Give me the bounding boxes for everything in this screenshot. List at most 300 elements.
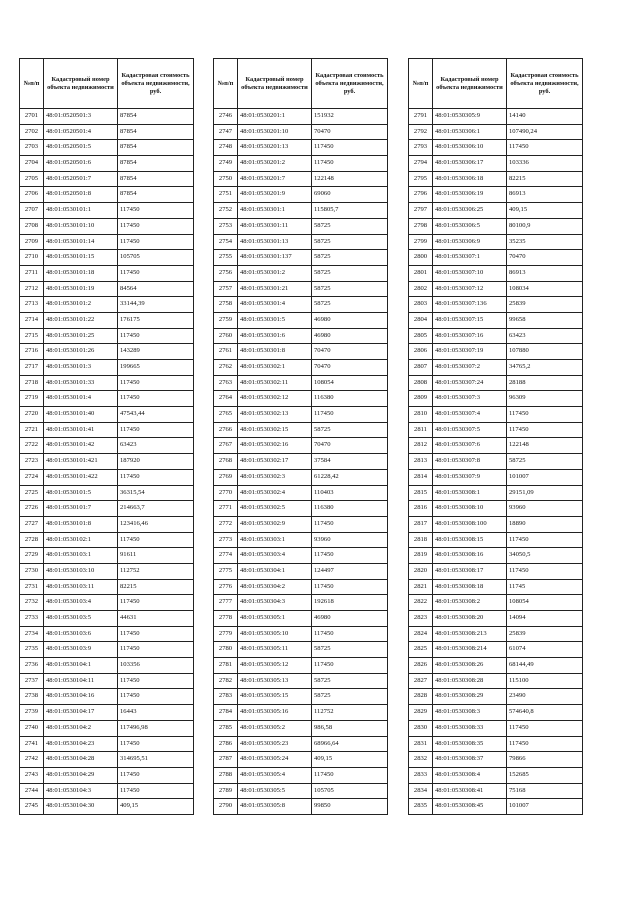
row-number: 2705 [20,171,44,187]
row-number: 2749 [214,156,238,172]
cadastral-cost: 107880 [507,344,583,360]
cadastral-number: 48:01:0530308:18 [433,579,507,595]
cadastral-cost: 63423 [118,438,194,454]
cadastral-number: 48:01:0530301:6 [238,328,312,344]
row-number: 2707 [20,203,44,219]
cadastral-cost: 16443 [118,705,194,721]
row-number: 2777 [214,595,238,611]
row-number: 2757 [214,281,238,297]
cadastral-number: 48:01:0530308:214 [433,642,507,658]
cadastral-number: 48:01:0530302:15 [238,422,312,438]
cadastral-cost: 105705 [118,250,194,266]
table-row [20,642,194,658]
cadastral-number: 48:01:0530308:2 [433,595,507,611]
row-number: 2758 [214,297,238,313]
row-number: 2738 [20,689,44,705]
cadastral-number: 48:01:0530104:23 [44,736,118,752]
table-row [409,642,583,658]
row-number: 2706 [20,187,44,203]
cadastral-cost: 99658 [507,312,583,328]
cadastral-number: 48:01:0530306:10 [433,140,507,156]
cadastral-cost: 70470 [312,438,388,454]
cadastral-cost: 103356 [118,658,194,674]
table-row [20,626,194,642]
row-number: 2702 [20,124,44,140]
table-row [409,281,583,297]
row-number: 2745 [20,799,44,815]
cadastral-number: 48:01:0530308:35 [433,736,507,752]
table-row [214,799,388,815]
row-number: 2728 [20,532,44,548]
cadastral-cost: 29151,09 [507,485,583,501]
cadastral-number: 48:01:0530307:10 [433,265,507,281]
header-cadastral-cost: Кадастровая стоимость объекта недвижимости, руб. [312,59,388,109]
cadastral-cost: 46980 [312,611,388,627]
cadastral-cost: 115100 [507,673,583,689]
cadastral-cost: 115805,7 [312,203,388,219]
table-row [20,265,194,281]
table-row [214,218,388,234]
cadastral-number: 48:01:0530302:13 [238,407,312,423]
cadastral-cost: 58725 [312,265,388,281]
cadastral-number: 48:01:0530307:15 [433,312,507,328]
table-row [20,156,194,172]
cadastral-number: 48:01:0530307:4 [433,407,507,423]
table-row [20,454,194,470]
row-number: 2783 [214,689,238,705]
row-number: 2815 [409,485,433,501]
row-number: 2789 [214,783,238,799]
row-number: 2826 [409,658,433,674]
cadastral-number: 48:01:0530308:45 [433,799,507,815]
cadastral-cost: 117450 [118,595,194,611]
row-number: 2820 [409,563,433,579]
row-number: 2830 [409,720,433,736]
cadastral-cost: 91611 [118,548,194,564]
row-number: 2808 [409,375,433,391]
row-number: 2760 [214,328,238,344]
row-number: 2776 [214,579,238,595]
cadastral-number: 48:01:0530308:26 [433,658,507,674]
cadastral-cost: 47543,44 [118,407,194,423]
cadastral-number: 48:01:0530305:15 [238,689,312,705]
table-row [409,658,583,674]
table-row [20,595,194,611]
row-number: 2764 [214,391,238,407]
cadastral-cost: 409,15 [312,752,388,768]
cadastral-number: 48:01:0530101:4 [44,391,118,407]
cadastral-cost: 117450 [118,234,194,250]
row-number: 2763 [214,375,238,391]
row-number: 2802 [409,281,433,297]
cadastral-cost: 108054 [507,595,583,611]
cadastral-number: 48:01:0530302:1 [238,360,312,376]
row-number: 2771 [214,501,238,517]
table-row [409,705,583,721]
table-row [20,516,194,532]
table-row [409,297,583,313]
cadastral-cost: 122148 [312,171,388,187]
cadastral-number: 48:01:0530306:5 [433,218,507,234]
row-number: 2740 [20,720,44,736]
row-number: 2810 [409,407,433,423]
cadastral-cost: 61074 [507,642,583,658]
cadastral-cost: 116380 [312,391,388,407]
row-number: 2800 [409,250,433,266]
cadastral-cost: 86913 [507,265,583,281]
row-number: 2761 [214,344,238,360]
header-cadastral-number: Кадастровый номер объекта недвижимости [238,59,312,109]
cadastral-cost: 108054 [312,375,388,391]
cadastral-cost: 58725 [312,218,388,234]
cadastral-number: 48:01:0530305:1 [238,611,312,627]
cadastral-number: 48:01:0530305:10 [238,626,312,642]
row-number: 2818 [409,532,433,548]
table-row [20,312,194,328]
row-number: 2715 [20,328,44,344]
cadastral-cost: 86913 [507,187,583,203]
cadastral-cost: 409,15 [507,203,583,219]
cadastral-number: 48:01:0530104:29 [44,767,118,783]
table-row [20,234,194,250]
header-cadastral-cost: Кадастровая стоимость объекта недвижимости, руб. [118,59,194,109]
table-row [409,203,583,219]
cadastral-cost: 117450 [312,579,388,595]
cadastral-number: 48:01:0530104:2 [44,720,118,736]
cadastral-number: 48:01:0530101:8 [44,516,118,532]
cadastral-cost: 101007 [507,469,583,485]
table-row [20,407,194,423]
cadastral-number: 48:01:0520501:6 [44,156,118,172]
cadastral-number: 48:01:0530101:22 [44,312,118,328]
cadastral-number: 48:01:0530302:5 [238,501,312,517]
table-row [20,109,194,125]
cadastral-number: 48:01:0530104:1 [44,658,118,674]
cadastral-cost: 117450 [118,469,194,485]
row-number: 2732 [20,595,44,611]
row-number: 2729 [20,548,44,564]
table-row [20,673,194,689]
row-number: 2739 [20,705,44,721]
table-row [214,611,388,627]
table-row [409,563,583,579]
row-number: 2759 [214,312,238,328]
row-number: 2823 [409,611,433,627]
table-row [409,611,583,627]
cadastral-number: 48:01:0530305:13 [238,673,312,689]
cadastral-number: 48:01:0530301:2 [238,265,312,281]
table-row [20,720,194,736]
cadastral-cost: 117450 [507,140,583,156]
table-row [20,752,194,768]
cadastral-cost: 68144,49 [507,658,583,674]
cadastral-cost: 409,15 [118,799,194,815]
row-number: 2797 [409,203,433,219]
row-number: 2766 [214,422,238,438]
row-number: 2801 [409,265,433,281]
cadastral-cost: 117450 [507,422,583,438]
cadastral-number: 48:01:0530302:9 [238,516,312,532]
table-row [409,469,583,485]
cadastral-cost: 58725 [312,673,388,689]
row-number: 2793 [409,140,433,156]
table-row [409,720,583,736]
row-number: 2785 [214,720,238,736]
cadastral-cost: 187920 [118,454,194,470]
table-row [20,124,194,140]
cadastral-number: 48:01:0530305:24 [238,752,312,768]
row-number: 2824 [409,626,433,642]
table-row [409,375,583,391]
table-row [409,156,583,172]
cadastral-number: 48:01:0530307:3 [433,391,507,407]
row-number: 2708 [20,218,44,234]
table-row [409,454,583,470]
row-number: 2821 [409,579,433,595]
table-row [20,422,194,438]
row-number: 2779 [214,626,238,642]
cadastral-cost: 58725 [312,689,388,705]
cadastral-number: 48:01:0530101:1 [44,203,118,219]
cadastral-number: 48:01:0530308:3 [433,705,507,721]
table-row [20,658,194,674]
table-row [20,563,194,579]
cadastral-cost: 117450 [118,673,194,689]
cadastral-number: 48:01:0530104:3 [44,783,118,799]
row-number: 2717 [20,360,44,376]
cadastral-cost: 103336 [507,156,583,172]
table-row [409,673,583,689]
table-row [214,454,388,470]
cadastral-cost: 18890 [507,516,583,532]
table-row [20,611,194,627]
cadastral-cost: 82215 [118,579,194,595]
row-number: 2791 [409,109,433,125]
table-row [20,783,194,799]
cadastral-cost: 192618 [312,595,388,611]
cadastral-cost: 33144,39 [118,297,194,313]
row-number: 2726 [20,501,44,517]
cadastral-cost: 101007 [507,799,583,815]
cadastral-cost: 63423 [507,328,583,344]
row-number: 2712 [20,281,44,297]
cadastral-number: 48:01:0530303:4 [238,548,312,564]
table-row [20,532,194,548]
table-row [20,203,194,219]
row-number: 2731 [20,579,44,595]
cadastral-cost: 80100,9 [507,218,583,234]
cadastral-cost: 117450 [312,658,388,674]
cadastral-number: 48:01:0530308:100 [433,516,507,532]
table-row [20,736,194,752]
row-number: 2811 [409,422,433,438]
cadastral-number: 48:01:0530101:10 [44,218,118,234]
cadastral-cost: 117450 [118,375,194,391]
table-row [409,407,583,423]
cadastral-number: 48:01:0530308:1 [433,485,507,501]
table-row [214,171,388,187]
cadastral-cost: 36315,54 [118,485,194,501]
row-number: 2780 [214,642,238,658]
table-row [214,281,388,297]
cadastral-table-1 [19,58,194,815]
cadastral-number: 48:01:0530305:23 [238,736,312,752]
cadastral-cost: 44631 [118,611,194,627]
table-row [214,595,388,611]
cadastral-cost: 93960 [312,532,388,548]
row-number: 2724 [20,469,44,485]
cadastral-cost: 117450 [118,328,194,344]
cadastral-number: 48:01:0530306:17 [433,156,507,172]
cadastral-cost: 23490 [507,689,583,705]
cadastral-number: 48:01:0530103:5 [44,611,118,627]
cadastral-cost: 117450 [118,532,194,548]
table-row [214,297,388,313]
row-number: 2765 [214,407,238,423]
table-row [214,720,388,736]
cadastral-number: 48:01:0530308:15 [433,532,507,548]
cadastral-cost: 117450 [118,767,194,783]
row-number: 2831 [409,736,433,752]
table-row [214,391,388,407]
table-row [409,344,583,360]
row-number: 2701 [20,109,44,125]
cadastral-cost: 152685 [507,767,583,783]
cadastral-cost: 112752 [312,705,388,721]
table-row [20,767,194,783]
cadastral-cost: 117450 [118,391,194,407]
row-number: 2751 [214,187,238,203]
row-number: 2788 [214,767,238,783]
cadastral-cost: 87854 [118,187,194,203]
row-number: 2734 [20,626,44,642]
cadastral-number: 48:01:0530201:13 [238,140,312,156]
table-row [214,532,388,548]
cadastral-number: 48:01:0530301:4 [238,297,312,313]
cadastral-cost: 117450 [312,548,388,564]
cadastral-cost: 99850 [312,799,388,815]
cadastral-number: 48:01:0530302:11 [238,375,312,391]
header-cadastral-number: Кадастровый номер объекта недвижимости [44,59,118,109]
cadastral-cost: 214663,7 [118,501,194,517]
table-row [20,344,194,360]
table-row [409,109,583,125]
table-row [214,328,388,344]
cadastral-number: 48:01:0530301:11 [238,218,312,234]
cadastral-cost: 82215 [507,171,583,187]
table-row [214,563,388,579]
cadastral-number: 48:01:0530308:41 [433,783,507,799]
cadastral-cost: 112752 [118,563,194,579]
row-number: 2747 [214,124,238,140]
cadastral-number: 48:01:0530307:2 [433,360,507,376]
table-row [409,328,583,344]
cadastral-number: 48:01:0530101:33 [44,375,118,391]
table-row [409,752,583,768]
row-number: 2727 [20,516,44,532]
cadastral-cost: 84564 [118,281,194,297]
table-row [409,579,583,595]
cadastral-cost: 143289 [118,344,194,360]
table-row [214,140,388,156]
table-row [214,156,388,172]
header-row [214,59,388,109]
table-row [409,626,583,642]
table-row [214,265,388,281]
cadastral-number: 48:01:0530308:29 [433,689,507,705]
cadastral-number: 48:01:0530101:5 [44,485,118,501]
cadastral-cost: 110403 [312,485,388,501]
cadastral-cost: 37584 [312,454,388,470]
cadastral-number: 48:01:0530201:2 [238,156,312,172]
cadastral-number: 48:01:0530101:421 [44,454,118,470]
row-number: 2825 [409,642,433,658]
cadastral-cost: 58725 [312,642,388,658]
cadastral-number: 48:01:0520501:5 [44,140,118,156]
cadastral-number: 48:01:0530306:1 [433,124,507,140]
table-row [214,516,388,532]
cadastral-cost: 117450 [312,516,388,532]
cadastral-number: 48:01:0530305:8 [238,799,312,815]
cadastral-table-3 [408,58,583,815]
table-row [20,281,194,297]
table-row [214,360,388,376]
cadastral-cost: 117450 [118,689,194,705]
cadastral-cost: 46980 [312,328,388,344]
cadastral-number: 48:01:0530201:1 [238,109,312,125]
table-row [214,626,388,642]
row-number: 2736 [20,658,44,674]
row-number: 2795 [409,171,433,187]
table-row [214,689,388,705]
cadastral-cost: 58725 [312,422,388,438]
row-number: 2798 [409,218,433,234]
cadastral-cost: 574640,8 [507,705,583,721]
row-number: 2716 [20,344,44,360]
cadastral-cost: 14094 [507,611,583,627]
cadastral-number: 48:01:0530101:25 [44,328,118,344]
row-number: 2804 [409,312,433,328]
cadastral-number: 48:01:0530307:12 [433,281,507,297]
table-row [20,375,194,391]
row-number: 2711 [20,265,44,281]
table-row [409,140,583,156]
cadastral-number: 48:01:0530305:9 [433,109,507,125]
table-row [409,312,583,328]
table-row [409,595,583,611]
row-number: 2767 [214,438,238,454]
row-number: 2806 [409,344,433,360]
row-number: 2742 [20,752,44,768]
cadastral-number: 48:01:0530305:16 [238,705,312,721]
row-number: 2720 [20,407,44,423]
row-number: 2773 [214,532,238,548]
cadastral-number: 48:01:0530304:3 [238,595,312,611]
row-number: 2817 [409,516,433,532]
row-number: 2725 [20,485,44,501]
cadastral-cost: 87854 [118,124,194,140]
cadastral-cost: 87854 [118,109,194,125]
cadastral-number: 48:01:0530302:17 [238,454,312,470]
cadastral-number: 48:01:0530301:1 [238,203,312,219]
cadastral-number: 48:01:0530101:18 [44,265,118,281]
cadastral-number: 48:01:0530301:13 [238,234,312,250]
cadastral-number: 48:01:0520501:8 [44,187,118,203]
cadastral-cost: 87854 [118,140,194,156]
cadastral-cost: 79866 [507,752,583,768]
cadastral-cost: 70470 [312,360,388,376]
table-row [20,140,194,156]
